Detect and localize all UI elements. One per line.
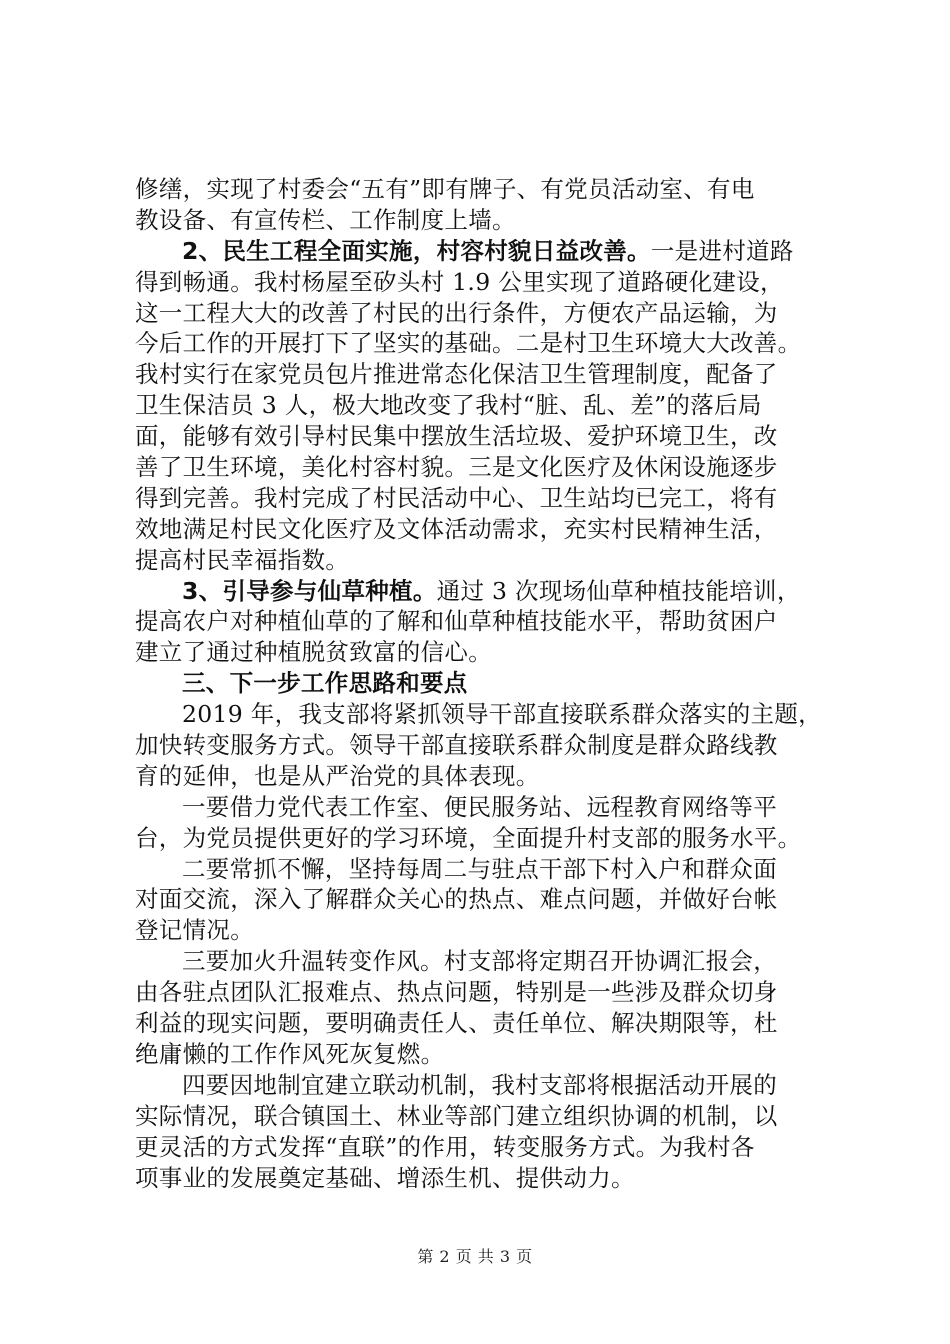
bold-heading-text: 2、民生工程全面实施，村容村貌日益改善。: [182, 236, 651, 265]
text-line: [135, 730, 840, 761]
text-line: [135, 792, 840, 823]
body-text-span: 我村实行在家党员包片推进常态化保洁卫生管理制度，配备了: [135, 360, 778, 389]
body-text-span: 利益的现实问题，要明确责任人、责任单位、解决期限等，杜: [135, 1009, 778, 1038]
text-line: [135, 1132, 840, 1163]
body-text-span: 这一工程大大的改善了村民的出行条件，方便农产品运输，为: [135, 298, 778, 327]
body-text-span: 2019 年，我支部将紧抓领导干部直接联系群众落实的主题，: [182, 700, 822, 729]
body-text-span: 今后工作的开展打下了坚实的基础。二是村卫生环境大大改善。: [135, 329, 802, 358]
body-text-span: 提高农户对种植仙草的了解和仙草种植技能水平，帮助贫困户: [135, 607, 778, 636]
body-text-span: 对面交流，深入了解群众关心的热点、难点问题，并做好台帐: [135, 885, 778, 914]
text-line: [135, 514, 840, 545]
body-text-span: 修缮，实现了村委会“五有”即有牌子、有党员活动室、有电: [135, 175, 755, 203]
body-text-span: 一是进村道路: [650, 236, 794, 265]
text-line: [135, 328, 840, 359]
body-text-span: 加快转变服务方式。领导干部直接联系群众制度是群众路线教: [135, 731, 778, 760]
body-text-span: 建立了通过种植脱贫致富的信心。: [135, 638, 492, 667]
body-text-span: 二要常抓不懈，坚持每周二与驻点干部下村入户和群众面: [182, 854, 777, 883]
body-text-span: 登记情况。: [135, 916, 254, 945]
text-line: [135, 915, 840, 946]
bold-heading-text: 三、下一步工作思路和要点: [182, 669, 468, 698]
text-line: [135, 699, 840, 730]
text-line: [135, 205, 840, 236]
body-text-span: 台，为党员提供更好的学习环境，全面提升村支部的服务水平。: [135, 823, 802, 852]
text-line: [135, 421, 840, 452]
text-line: [135, 946, 840, 977]
body-text: [135, 174, 840, 1193]
text-line: [135, 668, 840, 699]
text-line: [135, 1101, 840, 1132]
body-text-span: 教设备、有宣传栏、工作制度上墙。: [135, 205, 516, 234]
text-line: [135, 545, 840, 576]
text-line: [135, 854, 840, 885]
text-line: [135, 236, 840, 267]
body-text-span: 更灵活的方式发挥“直联”的作用，转变服务方式。为我村各: [135, 1132, 755, 1161]
body-text-span: 绝庸懒的工作作风死灰复燃。: [135, 1039, 445, 1068]
text-line: [135, 761, 840, 792]
text-line: [135, 884, 840, 915]
body-text-span: 由各驻点团队汇报难点、热点问题，特别是一些涉及群众切身: [135, 978, 778, 1007]
body-text-span: 得到完善。我村完成了村民活动中心、卫生站均已完工，将有: [135, 483, 778, 512]
body-text-span: 三要加火升温转变作风。村支部将定期召开协调汇报会，: [182, 947, 777, 976]
body-text-span: 面，能够有效引导村民集中摆放生活垃圾、爱护环境卫生，改: [135, 422, 778, 451]
text-line: [135, 298, 840, 329]
body-text-span: 善了卫生环境，美化村容村貌。三是文化医疗及休闲设施逐步: [135, 453, 778, 482]
body-text-span: 提高村民幸福指数。: [135, 545, 350, 574]
text-line: [135, 823, 840, 854]
body-text-span: 得到畅通。我村杨屋至矽头村 1.9 公里实现了道路硬化建设，: [135, 267, 784, 296]
text-line: [135, 483, 840, 514]
body-text-span: 效地满足村民文化医疗及文体活动需求，充实村民精神生活，: [135, 514, 778, 543]
text-line: [135, 174, 840, 205]
text-line: [135, 606, 840, 637]
text-line: [135, 359, 840, 390]
text-line: [135, 576, 840, 607]
text-line: [135, 267, 840, 298]
text-line: [135, 977, 840, 1008]
body-text-span: 通过 3 次现场仙草种植技能培训，: [436, 576, 801, 605]
text-line: [135, 1070, 840, 1101]
text-line: [135, 1008, 840, 1039]
body-text-span: 实际情况，联合镇国土、林业等部门建立组织协调的机制，以: [135, 1101, 778, 1130]
body-text-span: 卫生保洁员 3 人，极大地改变了我村“脏、乱、差”的落后局: [135, 391, 762, 420]
body-text-span: 四要因地制宜建立联动机制，我村支部将根据活动开展的: [182, 1070, 777, 1099]
text-line: [135, 637, 840, 668]
body-text-span: 育的延伸，也是从严治党的具体表现。: [135, 761, 540, 790]
page-footer: 第 2 页 共 3 页: [417, 1247, 533, 1266]
text-line: [135, 1039, 840, 1070]
body-text-span: 项事业的发展奠定基础、增添生机、提供动力。: [135, 1163, 635, 1192]
text-line: [135, 452, 840, 483]
body-text-span: 一要借力党代表工作室、便民服务站、远程教育网络等平: [182, 792, 777, 821]
bold-heading-text: 3、引导参与仙草种植。: [182, 576, 437, 605]
text-line: [135, 390, 840, 421]
text-line: [135, 1163, 840, 1194]
